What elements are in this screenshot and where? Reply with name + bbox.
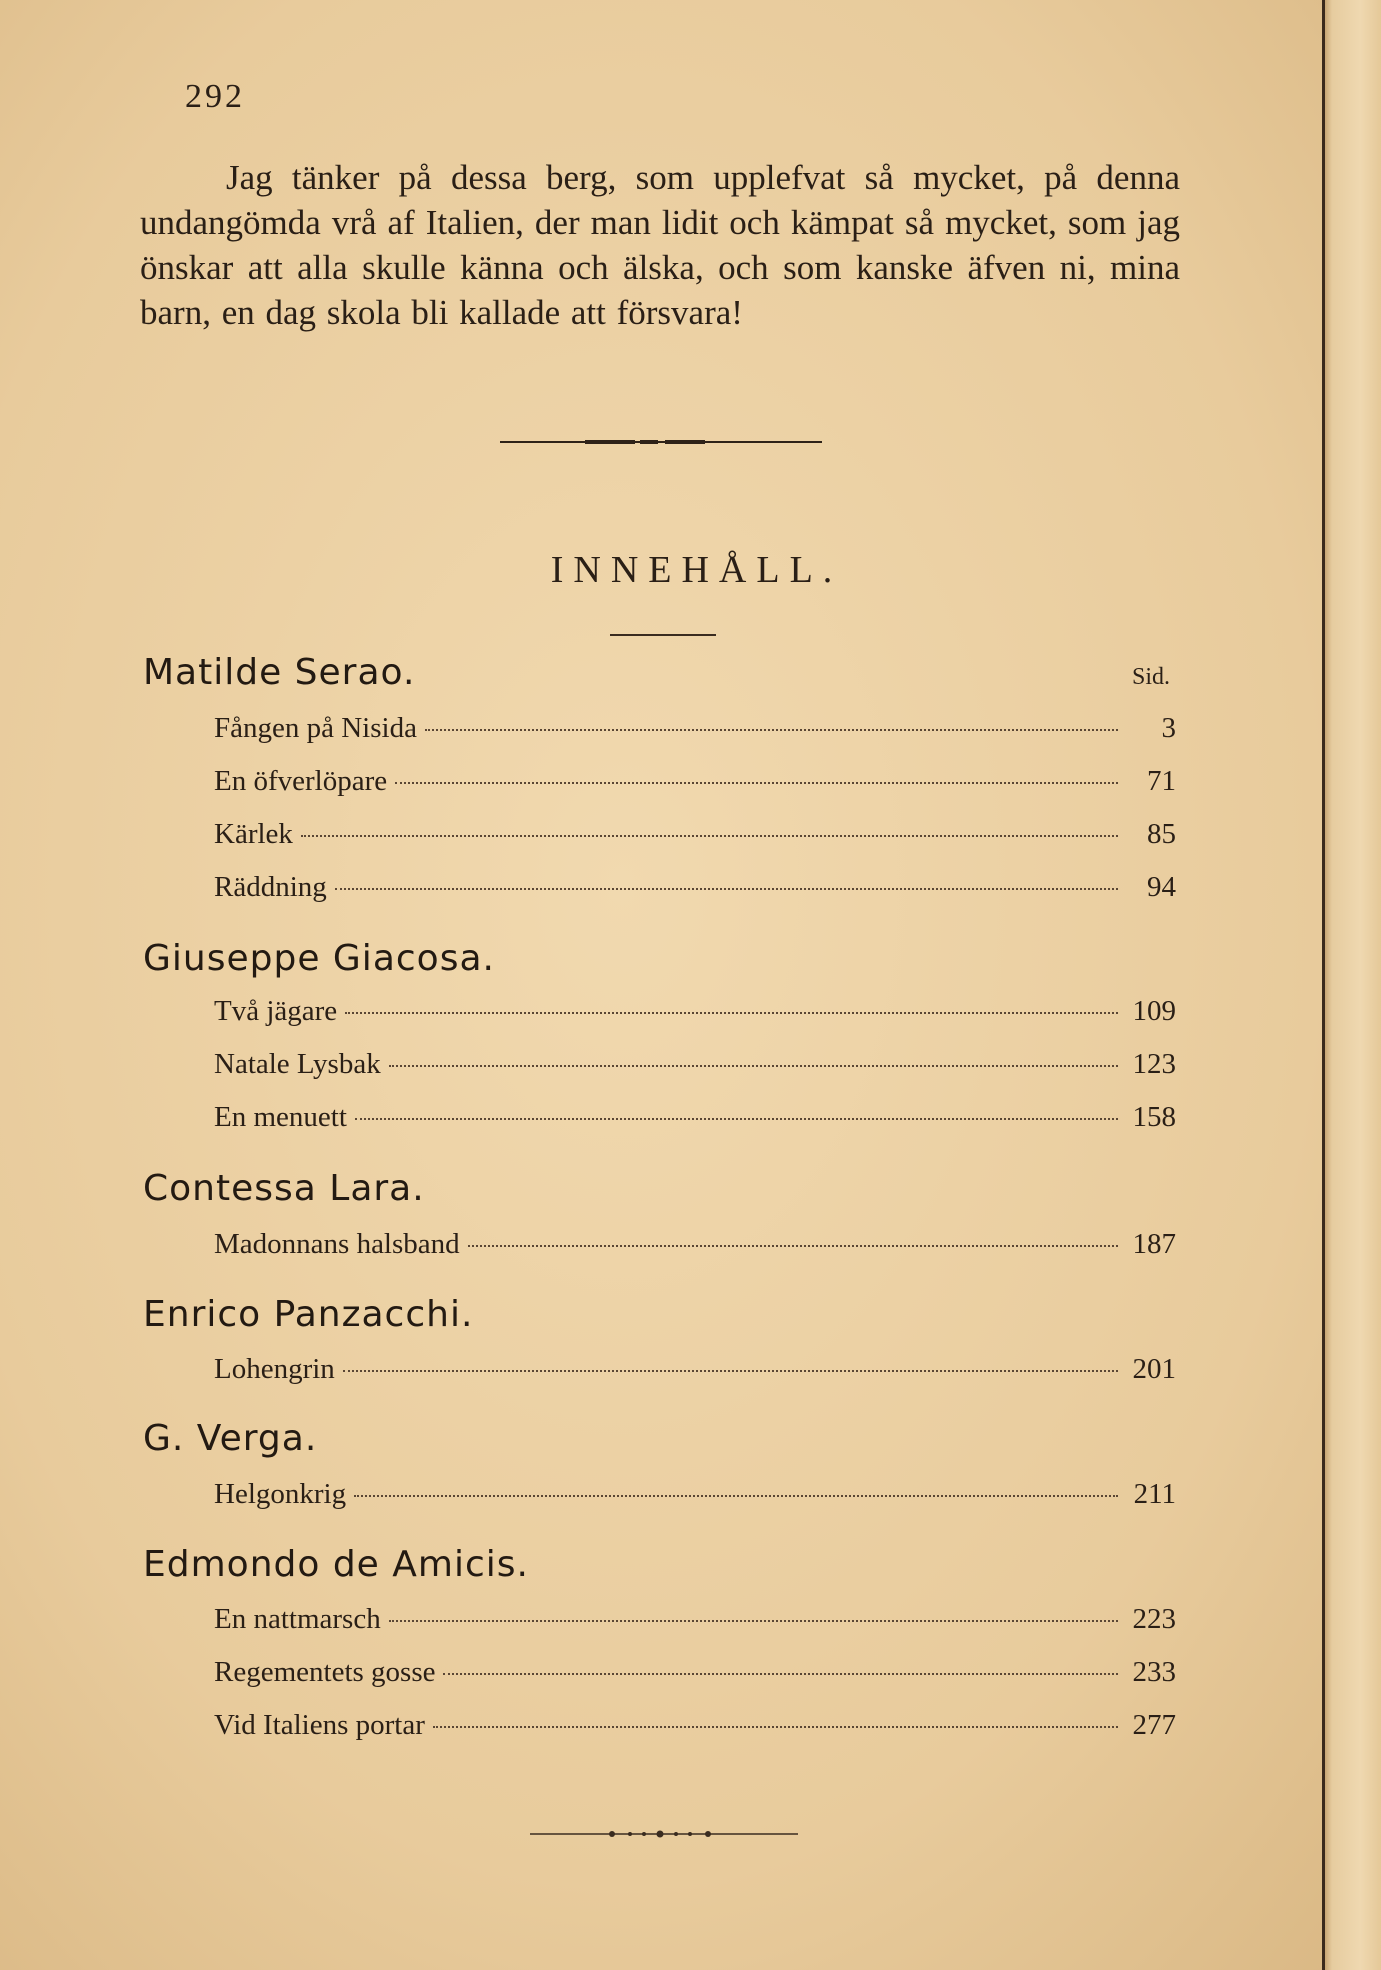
toc-entry[interactable] [214, 1603, 1176, 1639]
entry-title: Vid Italiens portar [214, 1709, 425, 1741]
entry-page: 201 [1132, 1353, 1176, 1385]
author-heading: Edmondo de Amicis. [143, 1544, 529, 1585]
dot-leader [389, 1065, 1118, 1067]
toc-entry[interactable] [214, 1709, 1176, 1745]
entry-page: 123 [1132, 1048, 1176, 1080]
toc-entry[interactable] [214, 712, 1176, 748]
contents-heading: INNEHÅLL. [550, 549, 843, 591]
toc-entry[interactable] [214, 995, 1176, 1031]
tail-ornament [530, 1826, 798, 1840]
entry-title: En nattmarsch [214, 1603, 381, 1635]
entry-page: 71 [1147, 765, 1176, 797]
page-number: 292 [185, 78, 245, 115]
entry-page: 211 [1133, 1478, 1176, 1510]
entry-title: Kärlek [214, 818, 293, 850]
author-heading: Enrico Panzacchi. [143, 1294, 474, 1335]
dot-leader [343, 1370, 1118, 1372]
dot-leader [395, 782, 1118, 784]
entry-page: 85 [1147, 818, 1176, 850]
toc-entry[interactable] [214, 765, 1176, 801]
author-heading: G. Verga. [143, 1418, 318, 1459]
toc-entry[interactable] [214, 1101, 1176, 1137]
entry-title: Natale Lysbak [214, 1048, 381, 1080]
dot-leader [301, 835, 1118, 837]
dot-leader [355, 1118, 1118, 1120]
entry-title: Lohengrin [214, 1353, 335, 1385]
entry-title: Fången på Nisida [214, 712, 417, 744]
toc-entry[interactable] [214, 1656, 1176, 1692]
author-heading: Giuseppe Giacosa. [143, 938, 495, 979]
entry-page: 109 [1132, 995, 1176, 1027]
entry-title: En öfverlöpare [214, 765, 388, 797]
toc-entry[interactable] [214, 1228, 1176, 1264]
page-edge [1322, 0, 1381, 1970]
dot-leader [335, 888, 1118, 890]
entry-page: 233 [1132, 1656, 1176, 1688]
dot-leader [345, 1012, 1118, 1014]
author-heading: Matilde Serao. [143, 652, 416, 693]
entry-page: 3 [1161, 712, 1176, 744]
entry-title: Helgonkrig [214, 1478, 347, 1510]
toc-entry[interactable] [214, 871, 1176, 907]
dot-leader [433, 1726, 1118, 1728]
intro-paragraph: Jag tänker på dessa berg, som upplefvat så mycket, på denna undangömda vrå af Italien, der man lidit och kämpat så mycket, som jag önskar att alla skulle känna och älska, och som kanske äfven ni, mina barn, en dag skola bli kallade att försvara! [140, 158, 1180, 332]
divider-rule [500, 440, 822, 444]
entry-title: Räddning [214, 871, 327, 903]
heading-underline [610, 634, 716, 636]
entry-title: Regementets gosse [214, 1656, 436, 1688]
dot-leader [389, 1620, 1118, 1622]
dot-leader [425, 729, 1118, 731]
author-heading: Contessa Lara. [143, 1168, 425, 1209]
entry-page: 223 [1132, 1603, 1176, 1635]
entry-page: 94 [1147, 871, 1176, 903]
toc-entry[interactable] [214, 1048, 1176, 1084]
entry-title: Två jägare [214, 995, 338, 1027]
entry-title: Madonnans halsband [214, 1228, 460, 1260]
dot-leader [354, 1495, 1118, 1497]
toc-entry[interactable] [214, 1478, 1176, 1514]
dot-leader [468, 1245, 1118, 1247]
entry-title: En menuett [214, 1101, 347, 1133]
page-column-label: Sid. [1132, 664, 1171, 690]
entry-page: 277 [1132, 1709, 1176, 1741]
dot-leader [443, 1673, 1118, 1675]
entry-page: 158 [1132, 1101, 1176, 1133]
toc-entry[interactable] [214, 818, 1176, 854]
entry-page: 187 [1132, 1228, 1176, 1260]
toc-entry[interactable] [214, 1353, 1176, 1389]
